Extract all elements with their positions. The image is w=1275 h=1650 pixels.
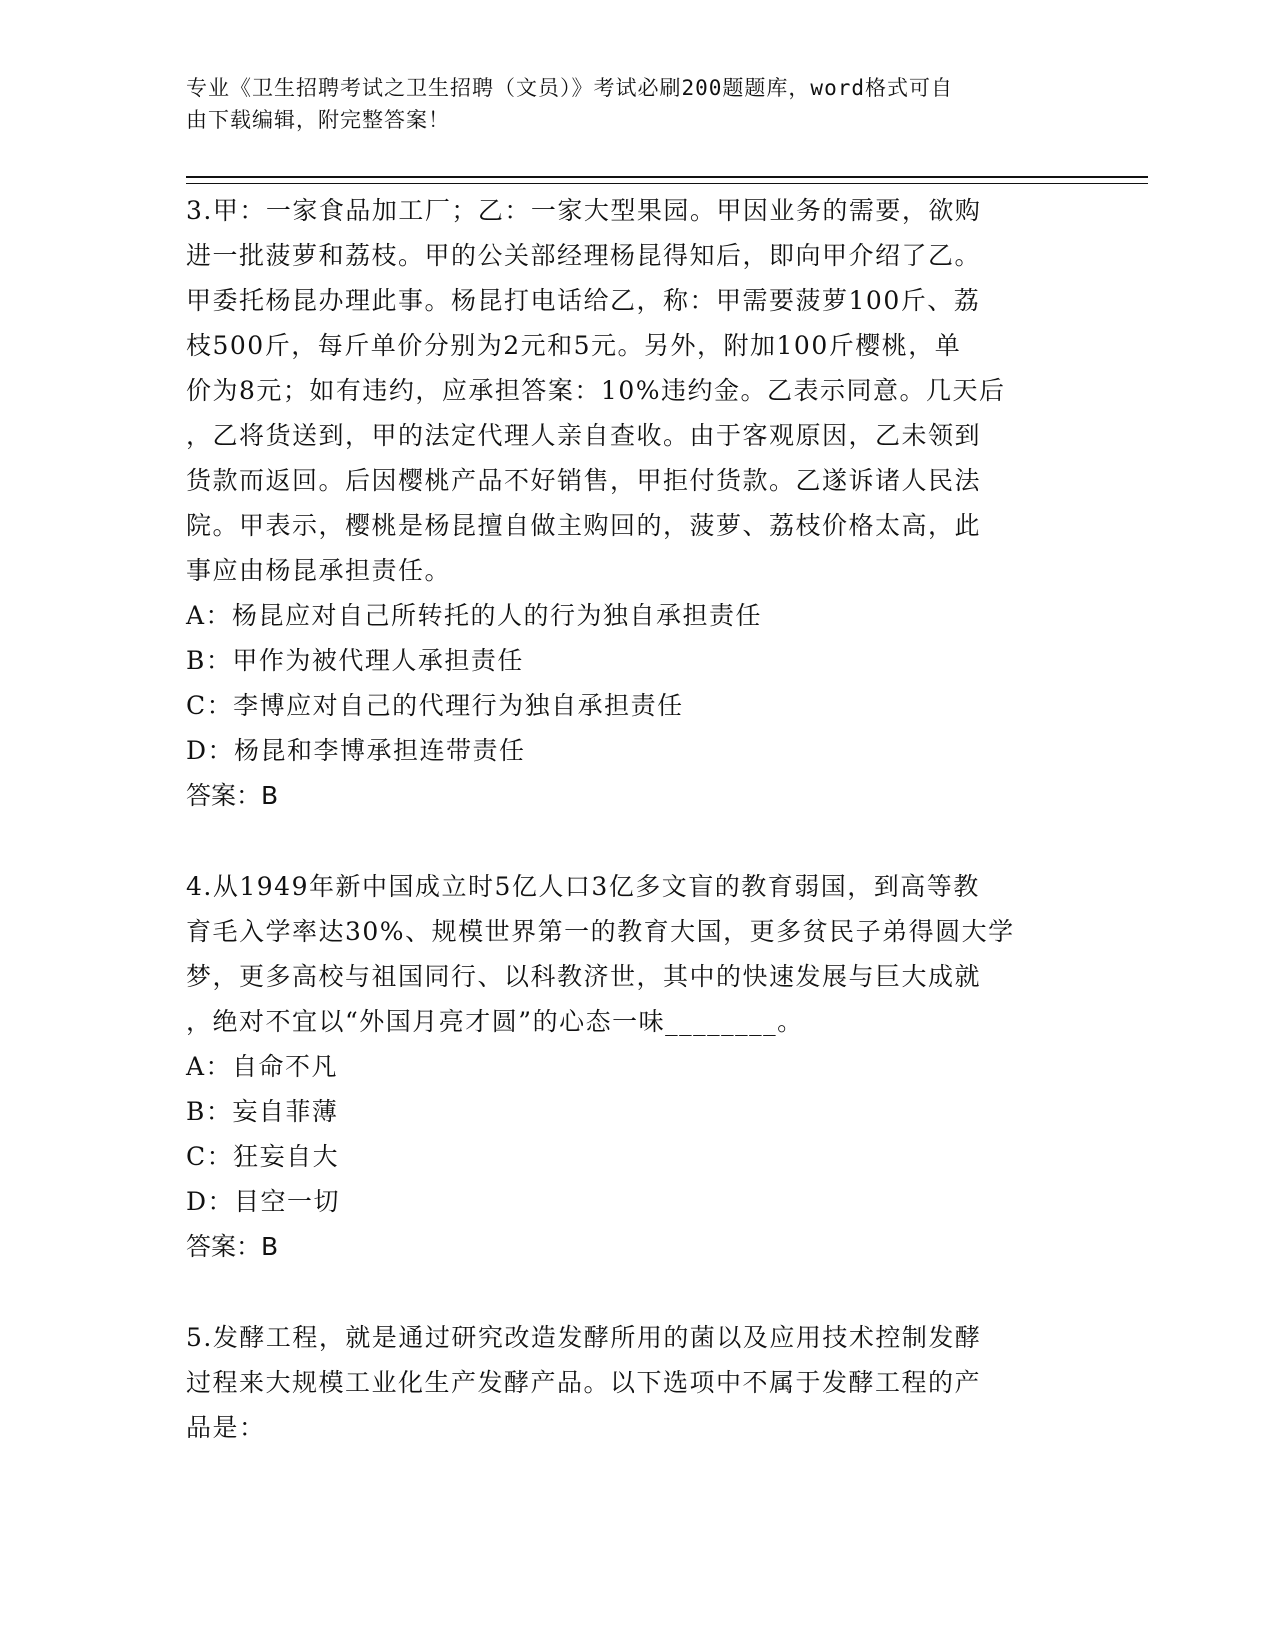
answer-label: 答案：B — [186, 781, 279, 810]
question-line: ，绝对不宜以“外国月亮才圆”的心态一味________。 — [186, 1007, 804, 1036]
header-rule-thin — [186, 183, 1148, 184]
answer-label: 答案：B — [186, 1232, 279, 1261]
header-line-2: 由下载编辑，附完整答案！ — [186, 108, 450, 132]
question-5-text — [186, 1315, 1086, 1450]
document-header — [186, 72, 1066, 136]
option-a: A：自命不凡 — [186, 1052, 339, 1081]
option-c: C：李博应对自己的代理行为独自承担责任 — [186, 691, 684, 720]
question-line: 品是： — [186, 1413, 266, 1442]
option-d: D：杨昆和李博承担连带责任 — [186, 736, 526, 765]
question-line: 梦，更多高校与祖国同行、以科教济世，其中的快速发展与巨大成就 — [186, 962, 982, 991]
question-3-text — [186, 188, 1086, 593]
question-line: 事应由杨昆承担责任。 — [186, 556, 452, 585]
question-line: 育毛入学率达30%、规模世界第一的教育大国，更多贫民子弟得圆大学 — [186, 917, 1015, 946]
option-d: D：目空一切 — [186, 1187, 341, 1216]
question-line: 5.发酵工程，就是通过研究改造发酵所用的菌以及应用技术控制发酵 — [186, 1323, 982, 1352]
question-line: 3.甲：一家食品加工厂；乙：一家大型果园。甲因业务的需要，欲购 — [186, 196, 982, 225]
question-line: 货款而返回。后因樱桃产品不好销售，甲拒付货款。乙遂诉诸人民法 — [186, 466, 982, 495]
header-rule-thick — [186, 176, 1148, 178]
header-line-1: 专业《卫生招聘考试之卫生招聘（文员）》考试必刷200题题库，word格式可自 — [186, 76, 953, 100]
question-4 — [186, 864, 1086, 1269]
question-line: 甲委托杨昆办理此事。杨昆打电话给乙，称：甲需要菠萝100斤、荔 — [186, 286, 981, 315]
option-c: C：狂妄自大 — [186, 1142, 340, 1171]
question-line: 过程来大规模工业化生产发酵产品。以下选项中不属于发酵工程的产 — [186, 1368, 982, 1397]
option-a: A：杨昆应对自己所转托的人的行为独自承担责任 — [186, 601, 763, 630]
question-list — [186, 188, 1086, 1450]
question-5 — [186, 1315, 1086, 1450]
question-line: 枝500斤，每斤单价分别为2元和5元。另外，附加100斤樱桃，单 — [186, 331, 962, 360]
question-line: 价为8元；如有违约，应承担答案：10%违约金。乙表示同意。几天后 — [186, 376, 1006, 405]
question-line: 院。甲表示，樱桃是杨昆擅自做主购回的，菠萝、荔枝价格太高，此 — [186, 511, 982, 540]
question-4-text — [186, 864, 1086, 1044]
question-line: ，乙将货送到，甲的法定代理人亲自查收。由于客观原因，乙未领到 — [186, 421, 982, 450]
question-line: 进一批菠萝和荔枝。甲的公关部经理杨昆得知后，即向甲介绍了乙。 — [186, 241, 982, 270]
question-spacer — [186, 1269, 1086, 1315]
question-line: 4.从1949年新中国成立时5亿人口3亿多文盲的教育弱国，到高等教 — [186, 872, 980, 901]
question-spacer — [186, 818, 1086, 864]
option-b: B：妄自菲薄 — [186, 1097, 339, 1126]
option-b: B：甲作为被代理人承担责任 — [186, 646, 524, 675]
question-3 — [186, 188, 1086, 818]
